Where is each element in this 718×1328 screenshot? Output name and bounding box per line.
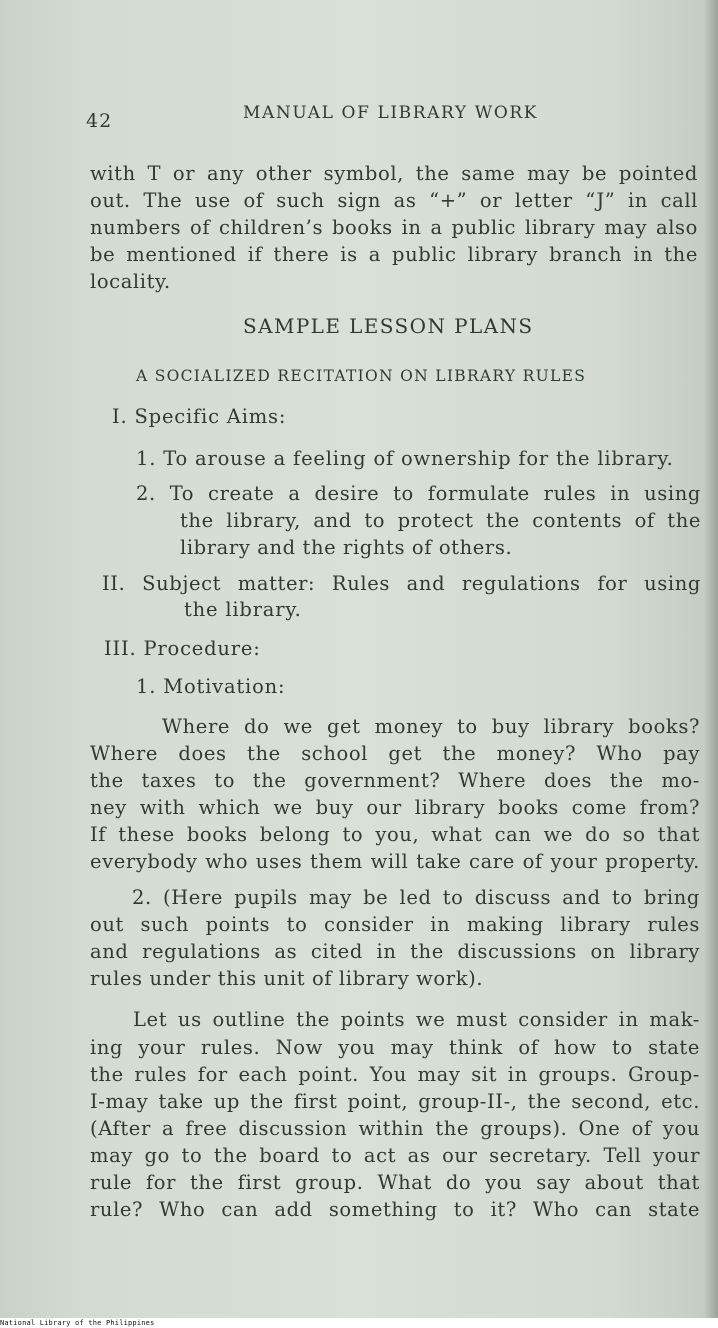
section-title: SAMPLE LESSON PLANS [243,314,534,338]
text-line: rule for the first group. What do you say about that [90,1171,700,1194]
motivation-heading: 1. Motivation: [136,675,286,698]
text-line: the taxes to the government? Where does the mo- [90,769,700,792]
text-line: II. Subject matter: Rules and regulations for using [102,572,701,595]
procedure-heading: III. Procedure: [104,637,261,660]
text-line: with T or any other symbol, the same may be pointed [90,162,698,185]
text-line: locality. [90,270,171,293]
text-line: may go to the board to act as our secretary. Tell your [90,1144,700,1167]
subject-matter-continued: the library. [184,598,302,621]
text-line: Where does the school get the money? Who pay [90,742,700,765]
text-line: Let us outline the points we must consider in mak- [133,1008,700,1031]
text-line: numbers of children’s books in a public library may also [90,216,698,239]
page-number: 42 [86,110,113,132]
text-line: (After a free discussion within the groups). One of you [90,1117,700,1140]
running-title: MANUAL OF LIBRARY WORK [243,103,539,123]
text-line: the library, and to protect the contents of the [180,509,701,532]
intro-paragraph [90,160,698,295]
text-line: the rules for each point. You may sit in groups. Group- [90,1063,700,1086]
text-line: and regulations as cited in the discussions on library [90,940,700,963]
section-subtitle: A SOCIALIZED RECITATION ON LIBRARY RULES [136,367,587,385]
text-line: I-may take up the first point, group-II-, the second, etc. [90,1090,700,1113]
text-line: 2. (Here pupils may be led to discuss and to bring [132,886,700,909]
aim-1: 1. To arouse a feeling of ownership for the library. [136,447,674,470]
text-line: If these books belong to you, what can we do so that [90,823,700,846]
step-2-first-line [132,884,700,911]
text-line: out such points to consider in making library rules [90,913,700,936]
text-line: out. The use of such sign as “+” or letter “J” in call [90,189,698,212]
library-credit: National Library of the Philippines [0,1319,155,1327]
aim-2-continued [180,507,701,561]
text-line: library and the rights of others. [180,536,513,559]
aim-2 [136,480,701,507]
aims-heading: I. Specific Aims: [112,405,287,428]
closing-first-line [133,1006,700,1033]
text-line: everybody who uses them will take care of your property. [90,850,700,873]
text-line: rule? Who can add something to it? Who can state [90,1198,700,1221]
step-2-paragraph [90,911,700,992]
text-line: be mentioned if there is a public library branch in the [90,243,698,266]
closing-paragraph [90,1034,700,1223]
text-line: ney with which we buy our library books come from? [90,796,700,819]
text-line: ing your rules. Now you may think of how to state [90,1036,700,1059]
text-line: Where do we get money to buy library books? [162,715,700,738]
text-line: rules under this unit of library work). [90,967,484,990]
subject-matter [102,570,701,597]
text-line: 2. To create a desire to formulate rules in using [136,482,701,505]
motivation-paragraph [90,740,700,875]
motivation-first-line [162,713,700,740]
